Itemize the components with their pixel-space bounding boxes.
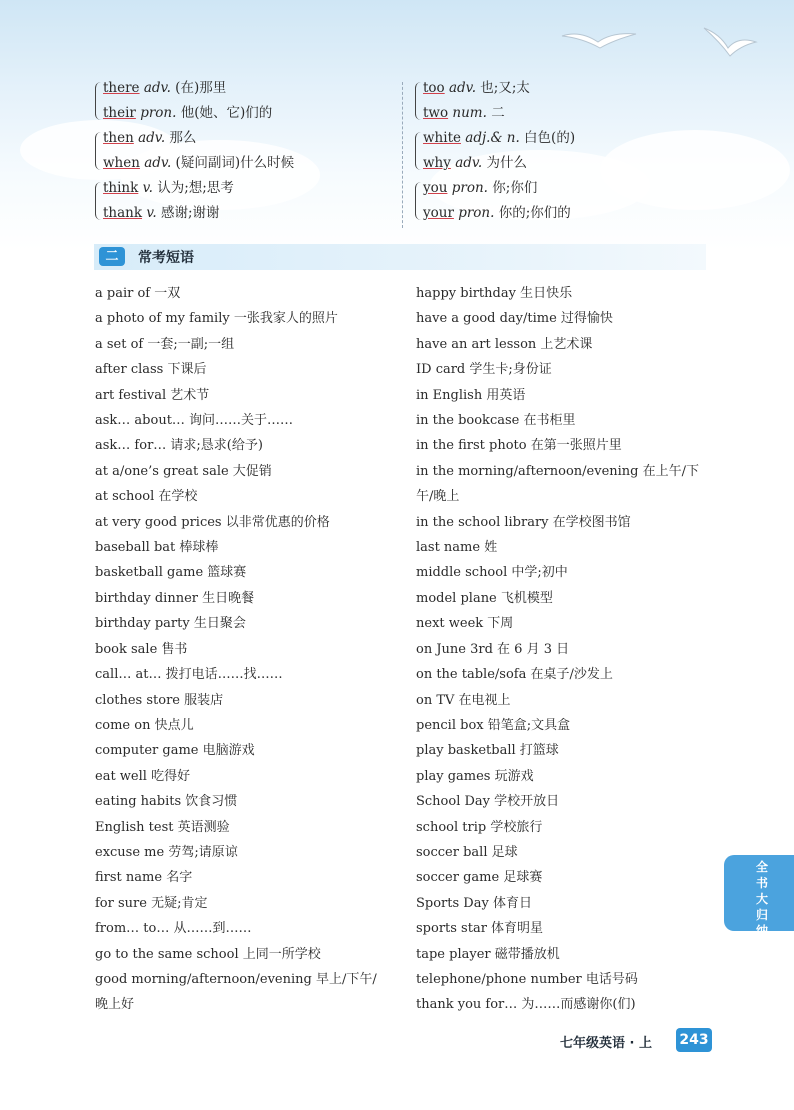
word-pair: [95, 176, 294, 226]
word: then: [103, 130, 134, 146]
phrase-item: ID card 学生卡;身份证: [416, 362, 552, 378]
section-number-badge: 二: [99, 247, 125, 266]
phrase-item: eat well 吃得好: [95, 768, 191, 784]
side-chapter-tab[interactable]: [724, 855, 794, 938]
word-pair: [95, 76, 294, 126]
section-title: 常考短语: [138, 250, 194, 266]
word: thank: [103, 205, 143, 221]
meaning: 他(她、它)们的: [180, 105, 273, 121]
brace-mark: [415, 82, 421, 120]
meaning: 为什么: [486, 155, 527, 171]
part-of-speech: pron.: [140, 105, 177, 121]
section-header: [94, 244, 706, 270]
word: when: [103, 155, 140, 171]
phrase-item: come on 快点儿: [95, 717, 194, 733]
meaning: (疑问副词)什么时候: [175, 155, 295, 171]
meaning: (在)那里: [175, 80, 227, 96]
meaning: 也;又;太: [480, 80, 530, 96]
phrase-item: in the school library 在学校图书馆: [416, 514, 631, 530]
phrase-item: in English 用英语: [416, 387, 526, 403]
phrase-item: a set of 一套;一副;一组: [95, 336, 235, 352]
meaning: 二: [491, 105, 505, 121]
cloud-shape: [600, 130, 790, 210]
phrase-item: book sale 售书: [95, 641, 188, 657]
meaning: 你;你们: [492, 180, 538, 196]
part-of-speech: num.: [452, 105, 487, 121]
phrase-item: clothes store 服装店: [95, 692, 224, 708]
phrase-item: on June 3rd 在 6 月 3 日: [416, 641, 570, 657]
word: two: [423, 105, 449, 121]
phrase-item: have a good day/time 过得愉快: [416, 311, 613, 327]
phrase-item: from… to… 从……到……: [95, 921, 252, 937]
seagull-icon: [700, 22, 760, 62]
word: their: [103, 105, 136, 121]
phrase-item: play basketball 打篮球: [416, 743, 559, 759]
phrase-item: good morning/afternoon/evening 早上/下午/: [95, 971, 377, 987]
part-of-speech: adv.: [144, 155, 172, 171]
phrase-item: middle school 中学;初中: [416, 565, 568, 581]
phrase-item: at a/one’s great sale 大促销: [95, 463, 272, 479]
phrase-item: go to the same school 上同一所学校: [95, 946, 321, 962]
word-pair: [415, 126, 575, 176]
phrase-item: art festival 艺术节: [95, 387, 210, 403]
part-of-speech: adv.: [455, 155, 483, 171]
meaning: 感谢;谢谢: [160, 205, 220, 221]
phrase-item: telephone/phone number 电话号码: [416, 971, 638, 987]
phrase-item: thank you for… 为……而感谢你(们): [416, 997, 636, 1013]
phrase-item: sports star 体育明星: [416, 921, 544, 937]
part-of-speech: v.: [142, 180, 153, 196]
phrase-item: after class 下课后: [95, 362, 207, 378]
phrase-item: Sports Day 体育日: [416, 895, 532, 911]
brace-mark: [415, 132, 421, 170]
word-pairs-left: [95, 76, 294, 226]
phrase-item: birthday party 生日聚会: [95, 616, 246, 632]
part-of-speech: adj.& n.: [465, 130, 520, 146]
meaning: 你的;你们的: [498, 205, 571, 221]
phrase-list-left: [95, 281, 377, 1018]
word-pairs-right: [415, 76, 575, 226]
column-divider: [402, 82, 403, 228]
word: there: [103, 80, 140, 96]
word: you: [423, 180, 448, 196]
phrase-item: for sure 无疑;肯定: [95, 895, 208, 911]
word: too: [423, 80, 445, 96]
phrase-item: ask… about… 询问……关于……: [95, 413, 294, 429]
phrase-item: pencil box 铅笔盒;文具盒: [416, 717, 571, 733]
meaning: 白色(的): [524, 130, 576, 146]
phrase-item: 午/晚上: [416, 489, 460, 505]
part-of-speech: adv.: [143, 80, 171, 96]
phrase-item: a pair of 一双: [95, 286, 181, 301]
phrase-item: English test 英语测验: [95, 819, 230, 835]
phrase-item: eating habits 饮食习惯: [95, 794, 238, 810]
page-number: 243: [676, 1028, 712, 1052]
phrase-item: School Day 学校开放日: [416, 794, 560, 810]
phrase-item: have an art lesson 上艺术课: [416, 336, 593, 352]
word: think: [103, 180, 139, 196]
phrase-item: in the morning/afternoon/evening 在上午/下: [416, 463, 699, 479]
phrase-item: at school 在学校: [95, 489, 198, 505]
phrase-item: play games 玩游戏: [416, 768, 534, 784]
phrase-item: basketball game 篮球赛: [95, 565, 247, 581]
brace-mark: [415, 182, 421, 220]
phrase-list-right: [416, 281, 699, 1018]
word-pair: [415, 176, 575, 226]
phrase-item: in the bookcase 在书柜里: [416, 413, 576, 429]
phrase-item: at very good prices 以非常优惠的价格: [95, 514, 330, 530]
brace-mark: [95, 182, 101, 220]
phrase-item: happy birthday 生日快乐: [416, 286, 573, 301]
phrase-item: on the table/sofa 在桌子/沙发上: [416, 667, 613, 683]
phrase-item: model plane 飞机模型: [416, 590, 553, 606]
phrase-item: call… at… 拨打电话……找……: [95, 667, 283, 683]
phrase-item: tape player 磁带播放机: [416, 946, 560, 962]
phrase-item: birthday dinner 生日晚餐: [95, 590, 255, 606]
phrase-item: first name 名字: [95, 870, 193, 886]
meaning: 那么: [169, 130, 197, 146]
part-of-speech: pron.: [458, 205, 495, 221]
brace-mark: [95, 132, 101, 170]
book-title-footer: 七年级英语 · 上: [560, 1036, 652, 1051]
word-pair: [415, 76, 575, 126]
phrase-item: ask… for… 请求;恳求(给予): [95, 438, 263, 454]
seagull-icon: [560, 28, 640, 58]
word: why: [423, 155, 451, 171]
phrase-item: a photo of my family 一张我家人的照片: [95, 311, 338, 327]
phrase-item: soccer game 足球赛: [416, 870, 543, 886]
part-of-speech: pron.: [451, 180, 488, 196]
part-of-speech: adv.: [448, 80, 476, 96]
brace-mark: [95, 82, 101, 120]
meaning: 认为;想;思考: [157, 180, 234, 196]
side-tab-label: 全书大归纳: [756, 860, 769, 938]
phrase-item: computer game 电脑游戏: [95, 743, 255, 759]
phrase-item: baseball bat 棒球棒: [95, 540, 219, 556]
part-of-speech: adv.: [138, 130, 166, 146]
part-of-speech: v.: [146, 205, 157, 221]
phrase-item: school trip 学校旅行: [416, 819, 543, 835]
phrase-item: soccer ball 足球: [416, 844, 518, 860]
phrase-item: 晚上好: [95, 997, 135, 1013]
phrase-item: next week 下周: [416, 616, 514, 632]
word-pair: [95, 126, 294, 176]
phrase-item: excuse me 劳驾;请原谅: [95, 844, 238, 860]
phrase-item: last name 姓: [416, 540, 498, 556]
phrase-item: in the first photo 在第一张照片里: [416, 438, 622, 454]
word: your: [423, 205, 454, 221]
phrase-item: on TV 在电视上: [416, 692, 511, 708]
word: white: [423, 130, 461, 146]
